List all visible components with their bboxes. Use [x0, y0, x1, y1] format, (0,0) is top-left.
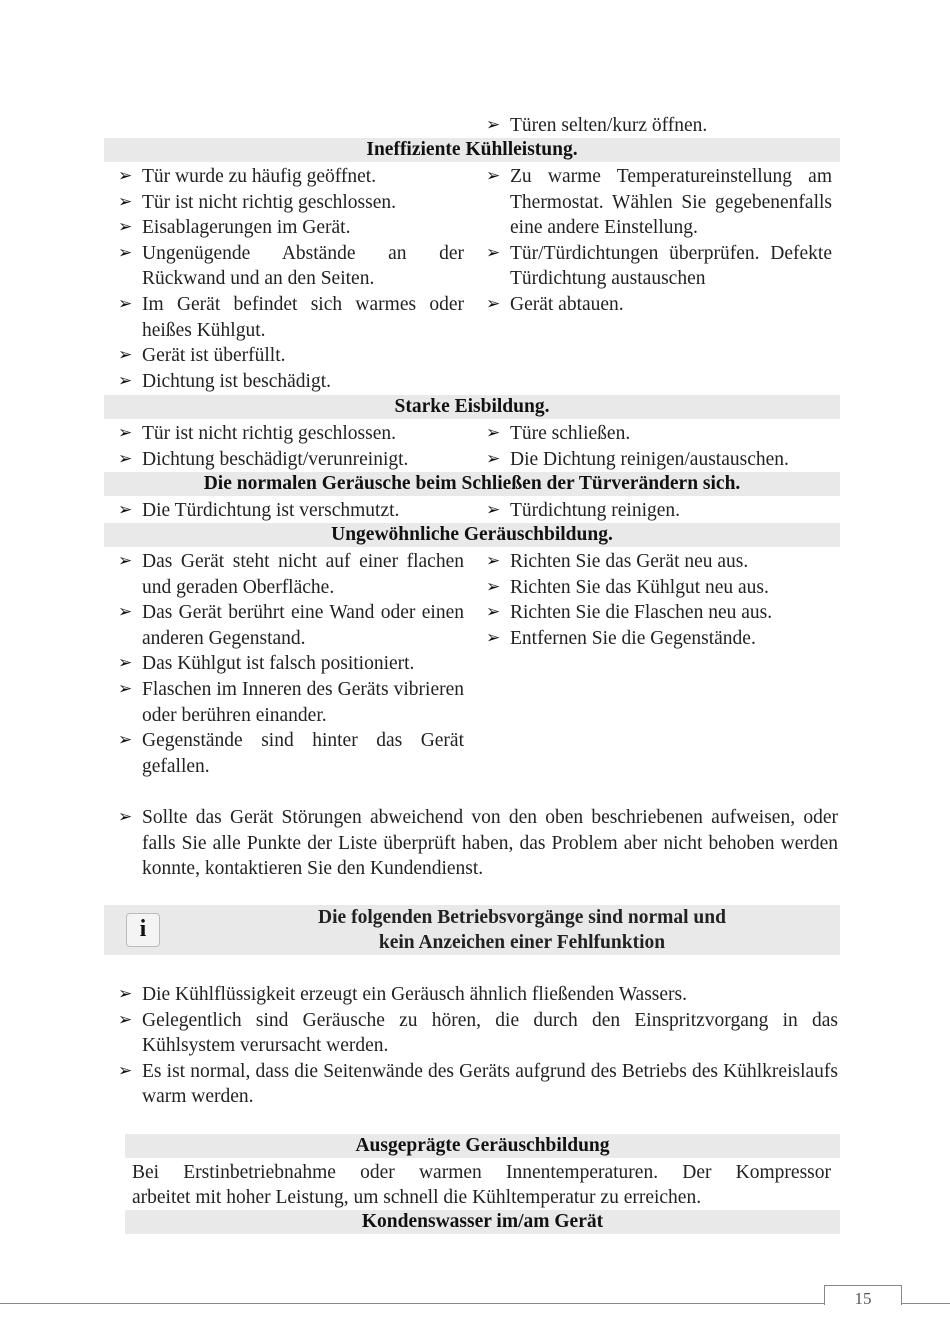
arrow-bullet-icon: ➢ [118, 345, 133, 366]
list-item: ➢ Tür ist nicht richtig geschlossen. [112, 421, 464, 447]
list-item: ➢ Zu warme Temperatureinstellung am Thermostat. Wählen Sie gegebenenfalls eine andere Einstellung. [486, 166, 832, 239]
arrow-bullet-icon: ➢ [486, 115, 501, 135]
arrow-bullet-icon: ➢ [118, 448, 133, 469]
footer-rule [0, 1303, 950, 1304]
arrow-bullet-icon: ➢ [486, 242, 501, 263]
list-item: ➢ Eisablagerungen im Gerät. [112, 215, 464, 241]
arrow-bullet-icon: ➢ [486, 166, 501, 186]
heading-ausgepraegte-geraeuschbildung: Ausgeprägte Geräuschbildung [125, 1134, 840, 1158]
list-normal-operations [112, 982, 838, 1110]
list-sec3-remedies [480, 498, 832, 524]
list-item: ➢ Richten Sie das Gerät neu aus. [480, 549, 832, 575]
list-item: ➢ Ungenügende Abstände an der Rückwand und an den Seiten. [118, 242, 464, 290]
arrow-bullet-icon: ➢ [486, 576, 501, 597]
list-item: ➢ Gerät abtauen. [480, 292, 832, 318]
arrow-bullet-icon: ➢ [486, 627, 501, 648]
list-item: ➢ Dichtung beschädigt/verunreinigt. [112, 447, 464, 473]
heading-ineffiziente-kuehlleistung: Ineffiziente Kühlleistung. [104, 138, 840, 162]
list-item: ➢ Es ist normal, dass die Seitenwände des Geräts aufgrund des Betriebs des Kühlkreislaufs warm werden. [118, 1060, 838, 1108]
heading-ungewoehnliche-geraeuschbildung: Ungewöhnliche Geräuschbildung. [104, 523, 840, 547]
paragraph-line: Bei Erstinbetriebnahme oder warmen Innentemperaturen. Der Kompressor [132, 1162, 831, 1183]
list-item: ➢ Die Dichtung reinigen/austauschen. [480, 447, 832, 473]
list-item: ➢ Gerät ist überfüllt. [112, 343, 464, 369]
arrow-bullet-icon: ➢ [118, 807, 133, 827]
list-item: ➢ Gegenstände sind hinter das Gerät gefallen. [118, 730, 464, 777]
arrow-bullet-icon: ➢ [118, 500, 133, 520]
info-heading-line: Die folgenden Betriebsvorgänge sind normal und [318, 907, 726, 928]
heading-starke-eisbildung: Starke Eisbildung. [104, 395, 840, 419]
list-item: ➢ Türen selten/kurz öffnen. [480, 113, 832, 139]
list-item: ➢ Tür/Türdichtungen überprüfen. Defekte Türdichtung austauschen [486, 242, 832, 290]
paragraph-geraeuschbildung [132, 1160, 831, 1210]
arrow-bullet-icon: ➢ [118, 191, 133, 212]
info-box [104, 905, 840, 955]
list-sec3-causes [112, 498, 464, 524]
arrow-bullet-icon: ➢ [118, 678, 133, 699]
list-item: ➢ Die Türdichtung ist verschmutzt. [112, 498, 464, 524]
arrow-bullet-icon: ➢ [118, 1009, 133, 1030]
list-sec2-causes [112, 421, 464, 472]
arrow-bullet-icon: ➢ [118, 551, 133, 571]
arrow-bullet-icon: ➢ [486, 423, 501, 443]
arrow-bullet-icon: ➢ [118, 370, 133, 391]
list-service-note [112, 805, 838, 882]
info-heading-line: kein Anzeichen einer Fehlfunktion [378, 932, 666, 953]
arrow-bullet-icon: ➢ [486, 448, 501, 469]
arrow-bullet-icon: ➢ [118, 730, 133, 751]
list-item: ➢ Tür wurde zu häufig geöffnet. [112, 164, 464, 190]
arrow-bullet-icon: ➢ [118, 166, 133, 186]
arrow-bullet-icon: ➢ [118, 423, 133, 443]
list-item: ➢ Sollte das Gerät Störungen abweichend von den oben beschriebenen aufweisen, oder falls Sie alle Punkte der Liste überprüft haben, das Problem aber nicht behoben werden konnte, kontaktieren Sie den Kundendienst. [118, 807, 838, 880]
list-item: ➢ Richten Sie die Flaschen neu aus. [480, 600, 832, 626]
arrow-bullet-icon: ➢ [118, 293, 133, 314]
list-item: ➢ Richten Sie das Kühlgut neu aus. [480, 575, 832, 601]
list-item: ➢ Türdichtung reinigen. [480, 498, 832, 524]
arrow-bullet-icon: ➢ [486, 551, 501, 571]
arrow-bullet-icon: ➢ [486, 602, 501, 623]
list-item: ➢ Im Gerät befindet sich warmes oder heißes Kühlgut. [118, 293, 464, 341]
list-sec4-remedies [480, 549, 832, 651]
list-item: ➢ Das Gerät steht nicht auf einer flachen und geraden Oberfläche. [118, 551, 464, 598]
list-item: ➢ Flaschen im Inneren des Geräts vibrieren oder berühren einander. [118, 678, 464, 726]
heading-tuergeraeusche: Die normalen Geräusche beim Schließen der Türverändern sich. [104, 472, 840, 496]
page-number: 15 [824, 1285, 902, 1305]
arrow-bullet-icon: ➢ [118, 1060, 133, 1081]
list-item: ➢ Türe schließen. [480, 421, 832, 447]
list-item: ➢ Gelegentlich sind Geräusche zu hören, die durch den Einspritzvorgang in das Kühlsystem verursacht werden. [118, 1009, 838, 1057]
list-sec2-remedies [480, 421, 832, 472]
list-item: ➢ Dichtung ist beschädigt. [112, 369, 464, 395]
heading-kondenswasser: Kondenswasser im/am Gerät [125, 1210, 840, 1234]
list-sec1-remedies [480, 164, 832, 318]
info-icon: i [126, 913, 160, 947]
arrow-bullet-icon: ➢ [118, 242, 133, 263]
info-heading [204, 905, 840, 955]
list-item: ➢ Tür ist nicht richtig geschlossen. [112, 190, 464, 216]
arrow-bullet-icon: ➢ [486, 293, 501, 314]
paragraph-line: arbeitet mit hoher Leistung, um schnell die Kühltemperatur zu erreichen. [132, 1187, 702, 1208]
list-item: ➢ Die Kühlflüssigkeit erzeugt ein Geräusch ähnlich fließenden Wassers. [112, 982, 838, 1008]
list-sec4-causes [112, 549, 464, 779]
arrow-bullet-icon: ➢ [118, 602, 133, 623]
list-item: ➢ Das Kühlgut ist falsch positioniert. [112, 651, 464, 677]
arrow-bullet-icon: ➢ [118, 653, 133, 674]
list-item: ➢ Entfernen Sie die Gegenstände. [480, 626, 832, 652]
arrow-bullet-icon: ➢ [118, 217, 133, 238]
arrow-bullet-icon: ➢ [486, 500, 501, 520]
list-item: ➢ Das Gerät berührt eine Wand oder einen anderen Gegenstand. [118, 602, 464, 649]
list-sec0-right [480, 113, 832, 139]
list-sec1-causes [112, 164, 464, 394]
arrow-bullet-icon: ➢ [118, 984, 133, 1004]
